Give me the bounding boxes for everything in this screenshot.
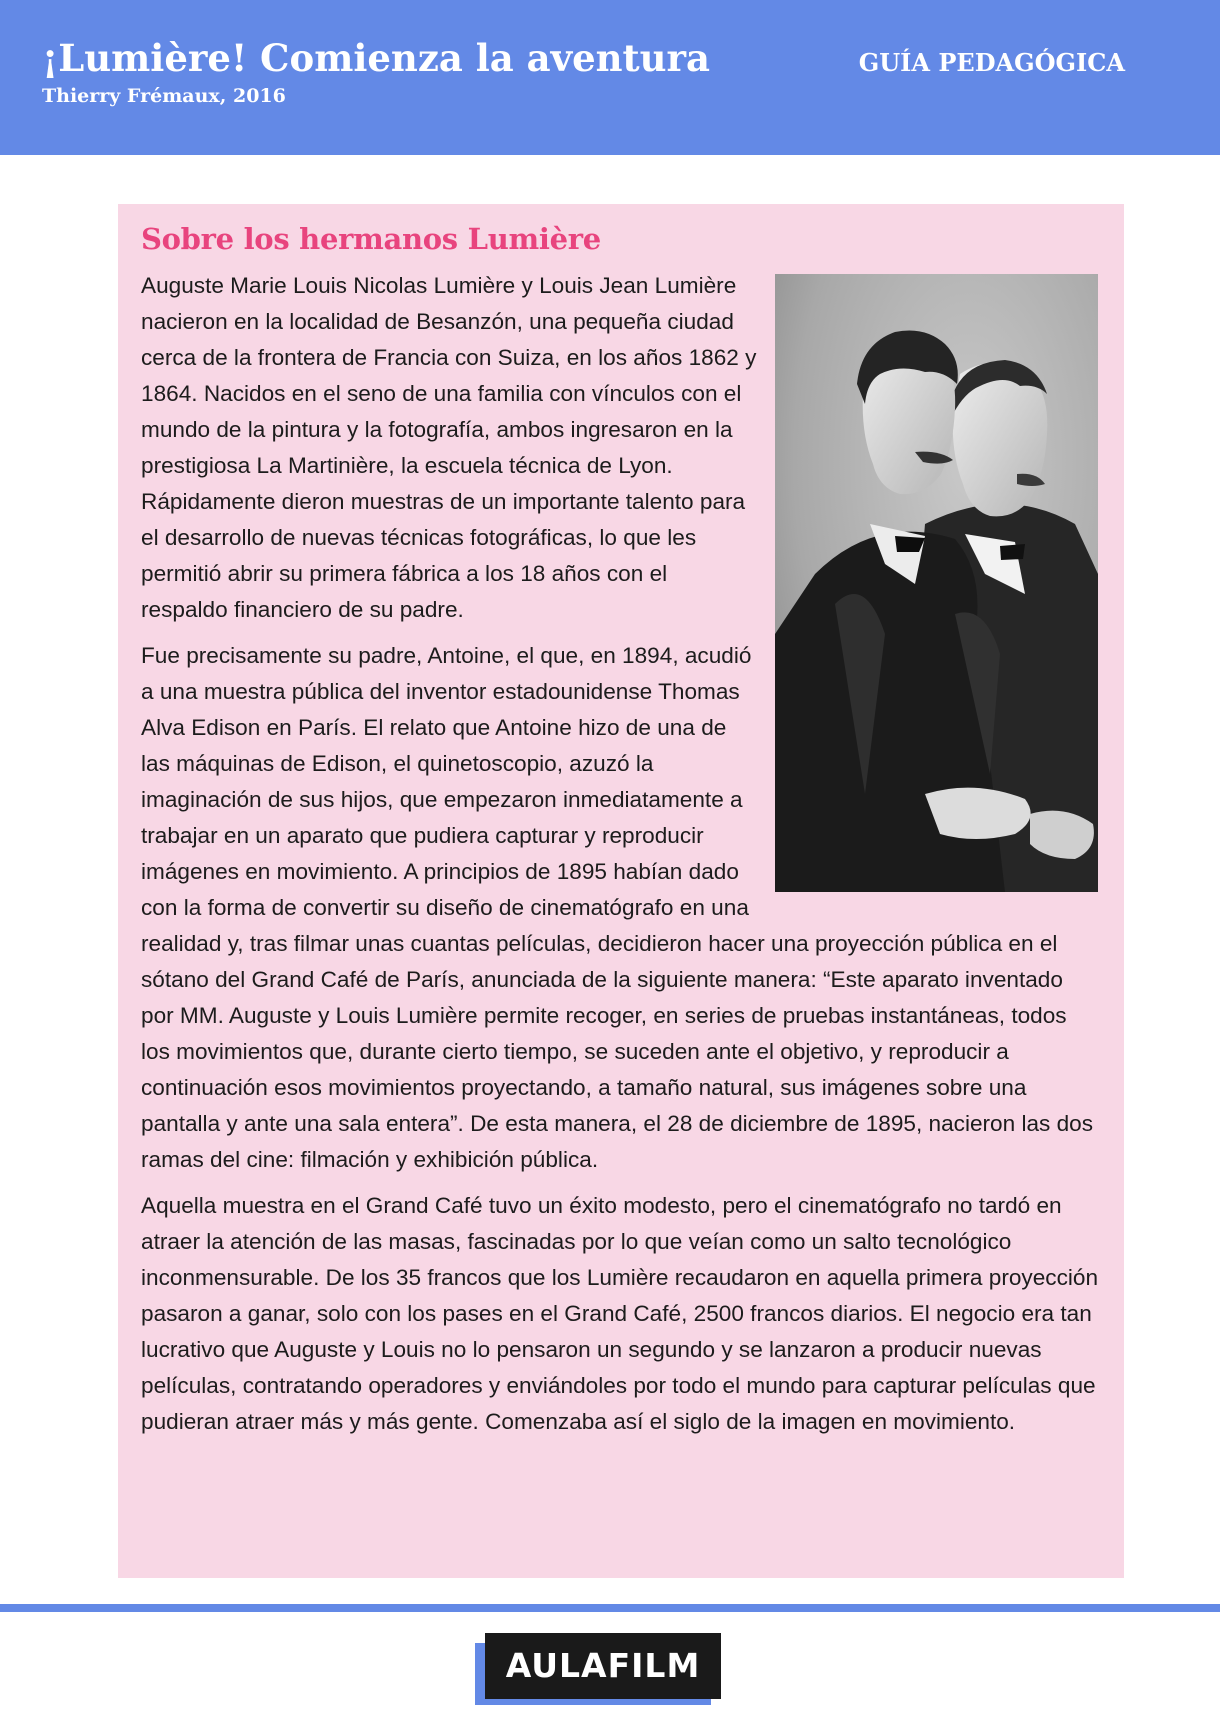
- document-title: ¡Lumière! Comienza la aventura: [42, 36, 710, 80]
- guide-label: GUÍA PEDAGÓGICA: [858, 48, 1125, 77]
- paragraph-1: Auguste Marie Louis Nicolas Lumière y Louis Jean Lumière nacieron en la localidad de Besanzón, una pequeña ciudad cerca de la frontera de Francia con Suiza, en los años 1862 y 1864. Nacidos en el seno de una familia con vínculos con el mundo de la pintura y la fotografía, ambos ingresaron en la prestigiosa La Martinière, la escuela técnica de Lyon. Rápidamente dieron muestras de un importante talento para el desarrollo de nuevas técnicas fotográficas, lo que les permitió abrir su primera fábrica a los 18 años con el respaldo financiero de su padre.: [141, 273, 757, 622]
- paragraph-2: Fue precisamente su padre, Antoine, el que, en 1894, acudió a una muestra pública del inventor estadounidense Thomas Alva Edison en París. El relato que Antoine hizo de una de las máquinas de Edison, el quinetoscopio, azuzó la imaginación de sus hijos, que empezaron inmediatamente a trabajar en un aparato que pudiera capturar y reproducir imágenes en movimiento. A principios de 1895 habían dado con la forma de convertir su diseño de cinematógrafo en una realidad y, tras filmar unas cuantas películas, decidieron hacer una proyección pública en el sótano del Grand Café de París, anunciada de la siguiente manera: “Este aparato inventado por MM. Auguste y Louis Lumière permite recoger, en series de pruebas instantáneas, todos los movimientos que, durante cierto tiempo, se suceden ante el objetivo, y reproducir a continuación esos movimientos proyectando, a tamaño natural, sus imágenes sobre una pantalla y ante una sala entera”. De esta manera, el 28 de diciembre de 1895, nacieron las dos ramas del cine: filmación y exhibición pública.: [141, 643, 1094, 1172]
- paragraph-3: Aquella muestra en el Grand Café tuvo un éxito modesto, pero el cinematógrafo no tardó en atraer la atención de las masas, fascinadas por lo que veían como un salto tecnológico inconmensurable. De los 35 francos que los Lumière recaudaron en aquella primera proyección pasaron a ganar, solo con los pases en el Grand Café, 2500 francos diarios. El negocio era tan lucrativo que Auguste y Louis no lo pensaron un segundo y se lanzaron a producir nuevas películas, contratando operadores y enviándoles por todo el mundo para capturar películas que pudieran atraer más y más gente. Comenzaba así el siglo de la imagen en movimiento.: [141, 1193, 1099, 1434]
- logo-text: AULAFILM: [485, 1633, 721, 1699]
- section-title: Sobre los hermanos Lumière: [141, 222, 601, 256]
- page-header: [0, 0, 1220, 155]
- content-card: [118, 204, 1124, 1578]
- aulafilm-logo: [475, 1633, 721, 1705]
- lumiere-brothers-photo: [775, 274, 1098, 892]
- footer-divider: [0, 1604, 1220, 1612]
- document-subtitle: Thierry Frémaux, 2016: [42, 85, 286, 107]
